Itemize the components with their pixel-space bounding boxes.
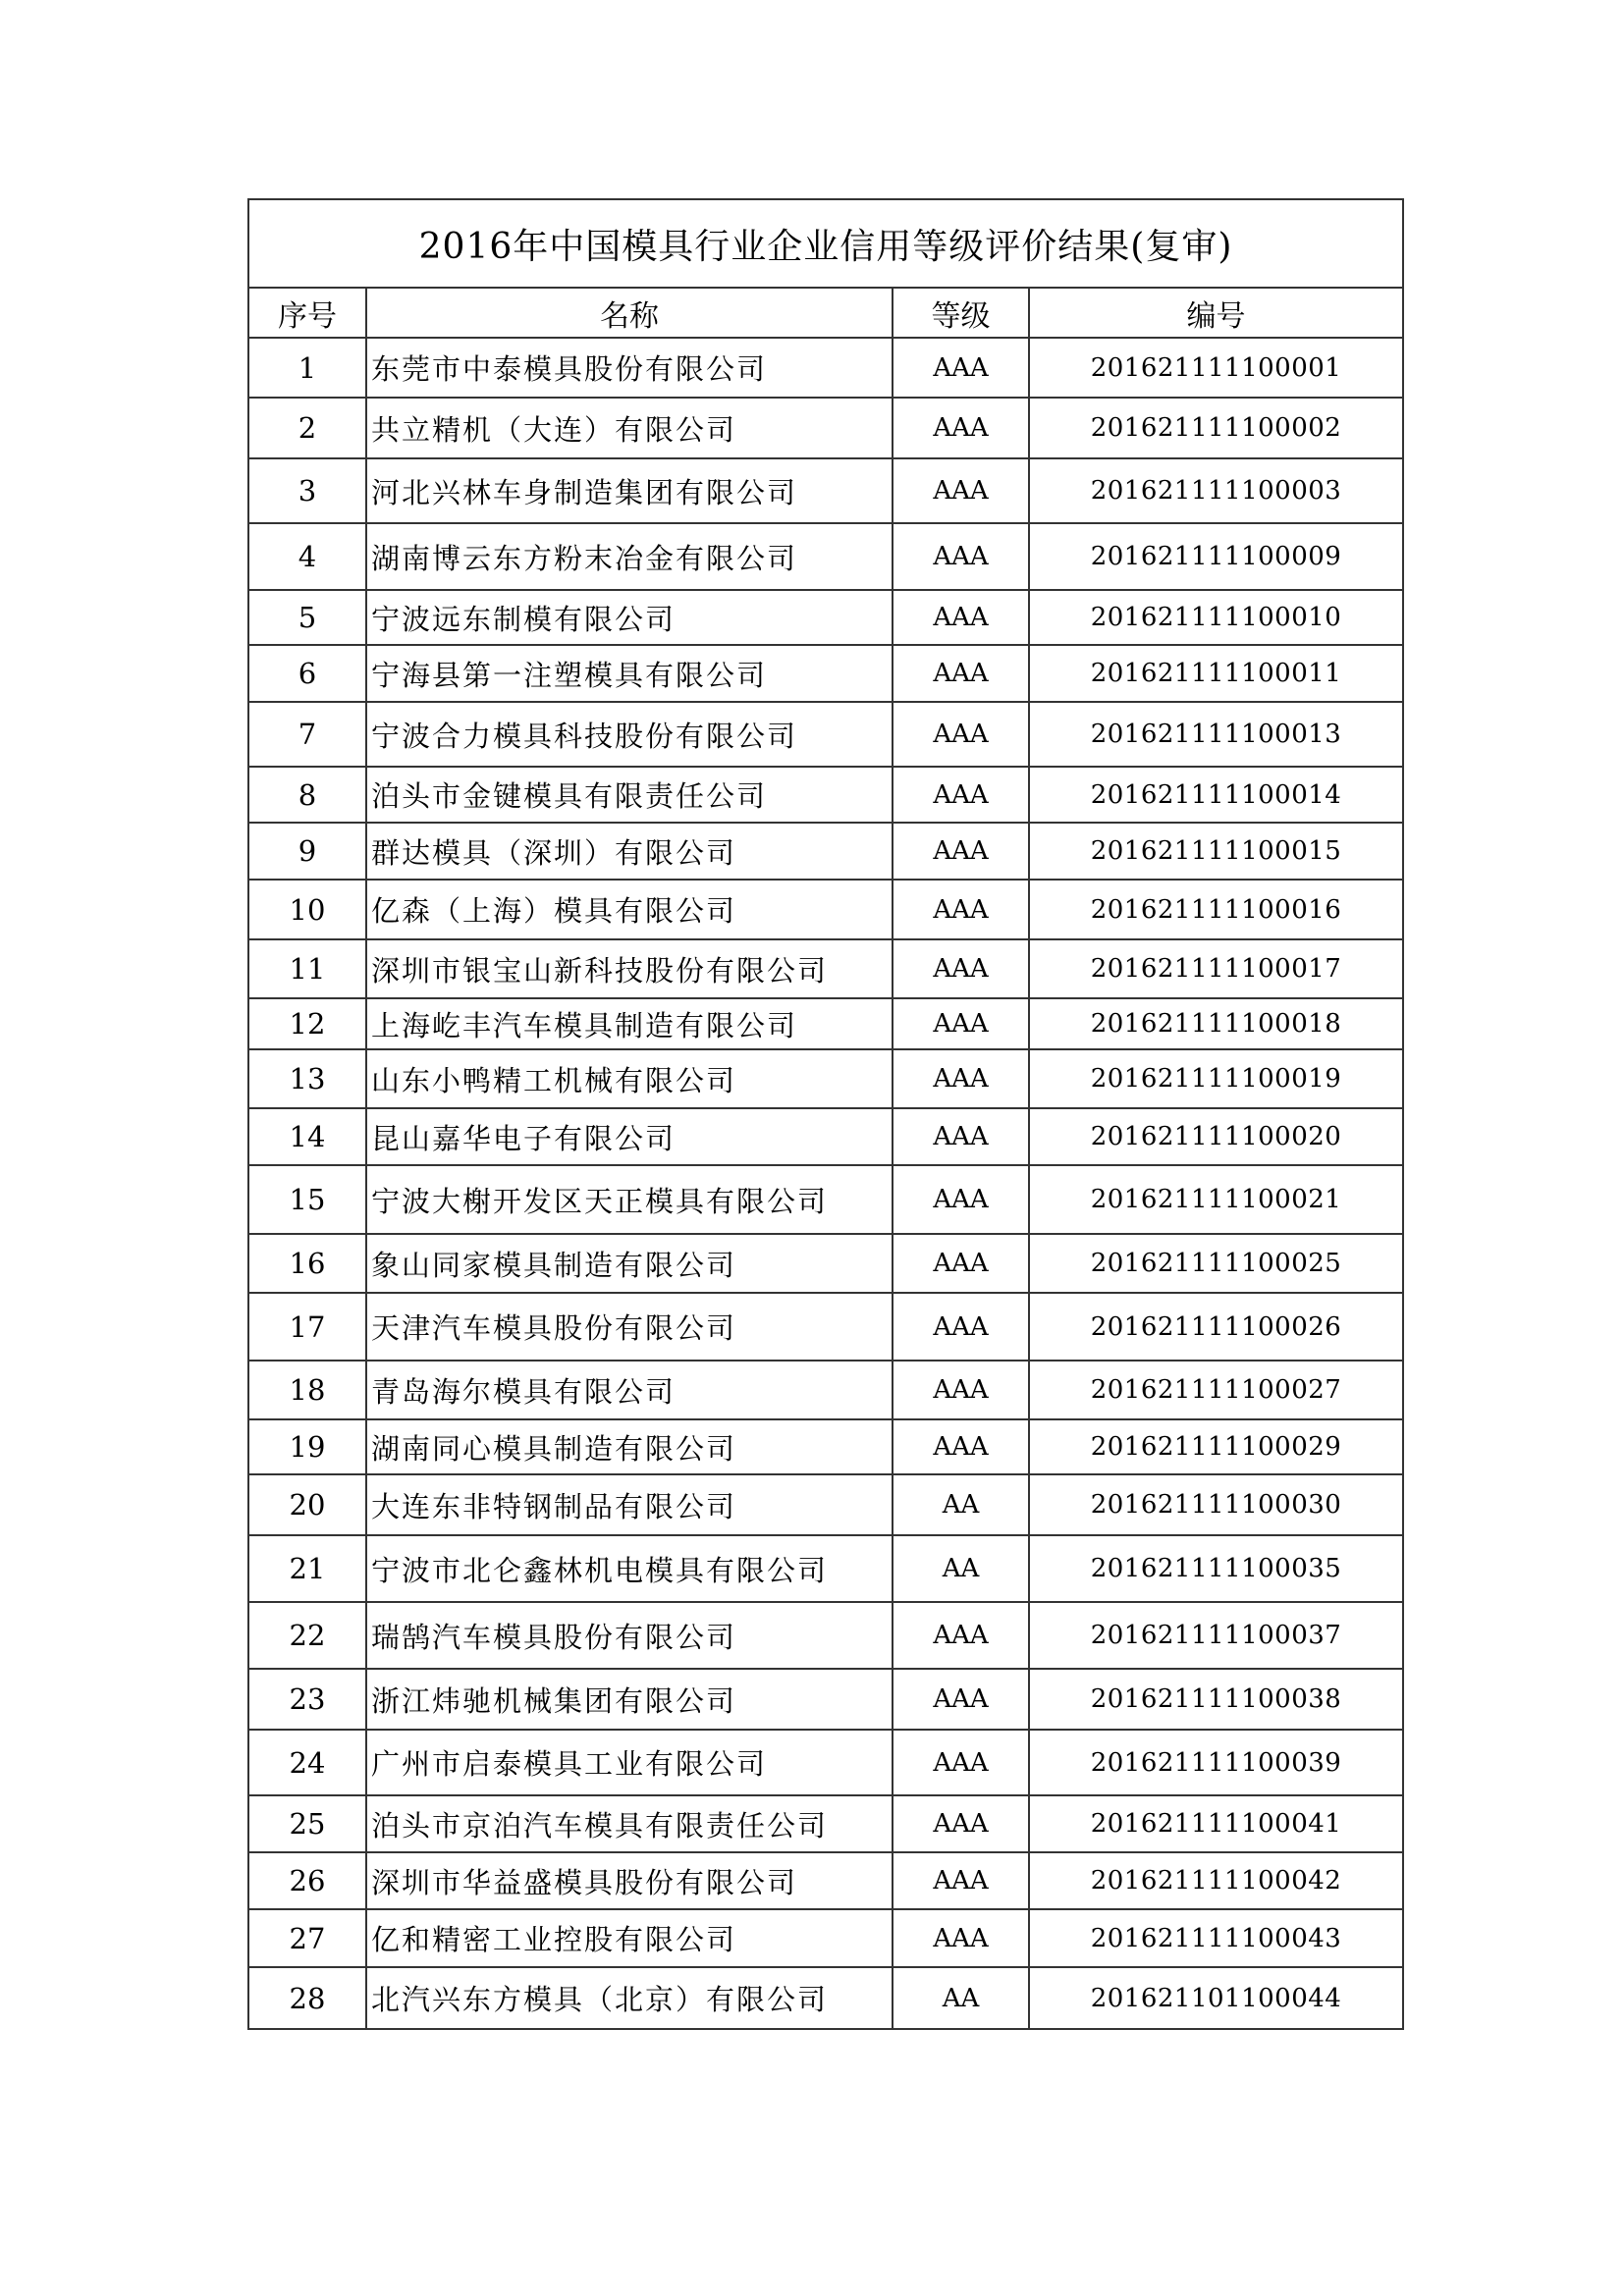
- row-number: 13: [248, 1049, 366, 1108]
- company-name: 泊头市京泊汽车模具有限责任公司: [366, 1795, 893, 1852]
- company-name: 宁海县第一注塑模具有限公司: [366, 645, 893, 702]
- company-name: 群达模具（深圳）有限公司: [366, 823, 893, 880]
- row-number: 12: [248, 998, 366, 1049]
- certificate-code: 201621111100021: [1029, 1165, 1403, 1234]
- company-name: 河北兴林车身制造集团有限公司: [366, 458, 893, 523]
- table-row: [248, 523, 1403, 590]
- company-name: 浙江炜驰机械集团有限公司: [366, 1669, 893, 1730]
- row-number: 4: [248, 523, 366, 590]
- row-number: 5: [248, 590, 366, 645]
- table-row: [248, 590, 1403, 645]
- certificate-code: 201621111100018: [1029, 998, 1403, 1049]
- certificate-code: 201621111100014: [1029, 767, 1403, 823]
- credit-grade: AAA: [893, 1165, 1029, 1234]
- row-number: 3: [248, 458, 366, 523]
- table-row: [248, 823, 1403, 880]
- row-number: 10: [248, 880, 366, 939]
- credit-grade: AAA: [893, 702, 1029, 767]
- table-row: [248, 645, 1403, 702]
- credit-grade: AA: [893, 1967, 1029, 2029]
- credit-grade: AA: [893, 1474, 1029, 1535]
- certificate-code: 201621111100016: [1029, 880, 1403, 939]
- company-name: 广州市启泰模具工业有限公司: [366, 1730, 893, 1795]
- table-row: [248, 1293, 1403, 1361]
- table-row: [248, 1419, 1403, 1474]
- company-name: 青岛海尔模具有限公司: [366, 1361, 893, 1419]
- company-name: 共立精机（大连）有限公司: [366, 398, 893, 458]
- credit-grade: AAA: [893, 398, 1029, 458]
- table-row: [248, 338, 1403, 398]
- table-title: 2016年中国模具行业企业信用等级评价结果(复审): [248, 199, 1403, 288]
- table-row: [248, 1474, 1403, 1535]
- credit-grade: AA: [893, 1535, 1029, 1602]
- row-number: 25: [248, 1795, 366, 1852]
- certificate-code: 201621111100017: [1029, 939, 1403, 998]
- company-name: 宁波市北仑鑫林机电模具有限公司: [366, 1535, 893, 1602]
- credit-grade: AAA: [893, 1234, 1029, 1293]
- credit-grade: AAA: [893, 1730, 1029, 1795]
- credit-grade: AAA: [893, 523, 1029, 590]
- certificate-code: 201621111100013: [1029, 702, 1403, 767]
- row-number: 11: [248, 939, 366, 998]
- certificate-code: 201621111100035: [1029, 1535, 1403, 1602]
- title-row: [248, 199, 1403, 288]
- table-row: [248, 1795, 1403, 1852]
- certificate-code: 201621111100037: [1029, 1602, 1403, 1669]
- company-name: 瑞鹄汽车模具股份有限公司: [366, 1602, 893, 1669]
- company-name: 亿和精密工业控股有限公司: [366, 1909, 893, 1967]
- company-name: 山东小鸭精工机械有限公司: [366, 1049, 893, 1108]
- credit-grade: AAA: [893, 939, 1029, 998]
- header-row: [248, 288, 1403, 338]
- table-row: [248, 1535, 1403, 1602]
- certificate-code: 201621101100044: [1029, 1967, 1403, 2029]
- company-name: 北汽兴东方模具（北京）有限公司: [366, 1967, 893, 2029]
- certificate-code: 201621111100015: [1029, 823, 1403, 880]
- credit-grade: AAA: [893, 1361, 1029, 1419]
- column-header-code: 编号: [1029, 288, 1403, 338]
- company-name: 昆山嘉华电子有限公司: [366, 1108, 893, 1165]
- certificate-code: 201621111100009: [1029, 523, 1403, 590]
- table-row: [248, 458, 1403, 523]
- row-number: 18: [248, 1361, 366, 1419]
- credit-grade: AAA: [893, 458, 1029, 523]
- table-row: [248, 998, 1403, 1049]
- row-number: 28: [248, 1967, 366, 2029]
- certificate-code: 201621111100026: [1029, 1293, 1403, 1361]
- row-number: 15: [248, 1165, 366, 1234]
- row-number: 26: [248, 1852, 366, 1909]
- certificate-code: 201621111100030: [1029, 1474, 1403, 1535]
- company-name: 大连东非特钢制品有限公司: [366, 1474, 893, 1535]
- company-name: 上海屹丰汽车模具制造有限公司: [366, 998, 893, 1049]
- table-row: [248, 1730, 1403, 1795]
- row-number: 16: [248, 1234, 366, 1293]
- certificate-code: 201621111100010: [1029, 590, 1403, 645]
- credit-grade: AAA: [893, 767, 1029, 823]
- table-row: [248, 1852, 1403, 1909]
- certificate-code: 201621111100042: [1029, 1852, 1403, 1909]
- row-number: 22: [248, 1602, 366, 1669]
- certificate-code: 201621111100039: [1029, 1730, 1403, 1795]
- credit-grade: AAA: [893, 880, 1029, 939]
- company-name: 湖南博云东方粉末冶金有限公司: [366, 523, 893, 590]
- certificate-code: 201621111100003: [1029, 458, 1403, 523]
- row-number: 9: [248, 823, 366, 880]
- table-row: [248, 1602, 1403, 1669]
- row-number: 23: [248, 1669, 366, 1730]
- table-row: [248, 1909, 1403, 1967]
- row-number: 21: [248, 1535, 366, 1602]
- credit-grade: AAA: [893, 338, 1029, 398]
- credit-grade: AAA: [893, 590, 1029, 645]
- column-header-no: 序号: [248, 288, 366, 338]
- company-name: 湖南同心模具制造有限公司: [366, 1419, 893, 1474]
- credit-grade: AAA: [893, 998, 1029, 1049]
- table-row: [248, 1361, 1403, 1419]
- table-row: [248, 1234, 1403, 1293]
- row-number: 27: [248, 1909, 366, 1967]
- company-name: 象山同家模具制造有限公司: [366, 1234, 893, 1293]
- credit-grade: AAA: [893, 1669, 1029, 1730]
- credit-grade: AAA: [893, 1419, 1029, 1474]
- row-number: 20: [248, 1474, 366, 1535]
- table-row: [248, 767, 1403, 823]
- company-name: 宁波合力模具科技股份有限公司: [366, 702, 893, 767]
- certificate-code: 201621111100041: [1029, 1795, 1403, 1852]
- credit-grade: AAA: [893, 1108, 1029, 1165]
- row-number: 7: [248, 702, 366, 767]
- certificate-code: 201621111100029: [1029, 1419, 1403, 1474]
- certificate-code: 201621111100001: [1029, 338, 1403, 398]
- row-number: 2: [248, 398, 366, 458]
- company-name: 宁波远东制模有限公司: [366, 590, 893, 645]
- credit-grade: AAA: [893, 1293, 1029, 1361]
- credit-grade: AAA: [893, 1049, 1029, 1108]
- table-row: [248, 398, 1403, 458]
- table-row: [248, 1049, 1403, 1108]
- row-number: 17: [248, 1293, 366, 1361]
- table-row: [248, 702, 1403, 767]
- certificate-code: 201621111100002: [1029, 398, 1403, 458]
- row-number: 14: [248, 1108, 366, 1165]
- table-row: [248, 1967, 1403, 2029]
- credit-grade: AAA: [893, 1909, 1029, 1967]
- credit-grade: AAA: [893, 645, 1029, 702]
- row-number: 1: [248, 338, 366, 398]
- company-name: 天津汽车模具股份有限公司: [366, 1293, 893, 1361]
- table-row: [248, 1669, 1403, 1730]
- certificate-code: 201621111100038: [1029, 1669, 1403, 1730]
- certificate-code: 201621111100020: [1029, 1108, 1403, 1165]
- column-header-grade: 等级: [893, 288, 1029, 338]
- certificate-code: 201621111100043: [1029, 1909, 1403, 1967]
- company-name: 泊头市金键模具有限责任公司: [366, 767, 893, 823]
- company-name: 东莞市中泰模具股份有限公司: [366, 338, 893, 398]
- company-name: 深圳市银宝山新科技股份有限公司: [366, 939, 893, 998]
- certificate-code: 201621111100019: [1029, 1049, 1403, 1108]
- company-name: 深圳市华益盛模具股份有限公司: [366, 1852, 893, 1909]
- credit-grade: AAA: [893, 1852, 1029, 1909]
- row-number: 19: [248, 1419, 366, 1474]
- table-row: [248, 939, 1403, 998]
- credit-grade: AAA: [893, 1795, 1029, 1852]
- credit-grade: AAA: [893, 823, 1029, 880]
- credit-rating-table: [247, 198, 1404, 2030]
- row-number: 6: [248, 645, 366, 702]
- row-number: 24: [248, 1730, 366, 1795]
- company-name: 宁波大榭开发区天正模具有限公司: [366, 1165, 893, 1234]
- certificate-code: 201621111100011: [1029, 645, 1403, 702]
- company-name: 亿森（上海）模具有限公司: [366, 880, 893, 939]
- column-header-name: 名称: [366, 288, 893, 338]
- table-row: [248, 1165, 1403, 1234]
- table-row: [248, 880, 1403, 939]
- certificate-code: 201621111100027: [1029, 1361, 1403, 1419]
- table-row: [248, 1108, 1403, 1165]
- credit-grade: AAA: [893, 1602, 1029, 1669]
- row-number: 8: [248, 767, 366, 823]
- certificate-code: 201621111100025: [1029, 1234, 1403, 1293]
